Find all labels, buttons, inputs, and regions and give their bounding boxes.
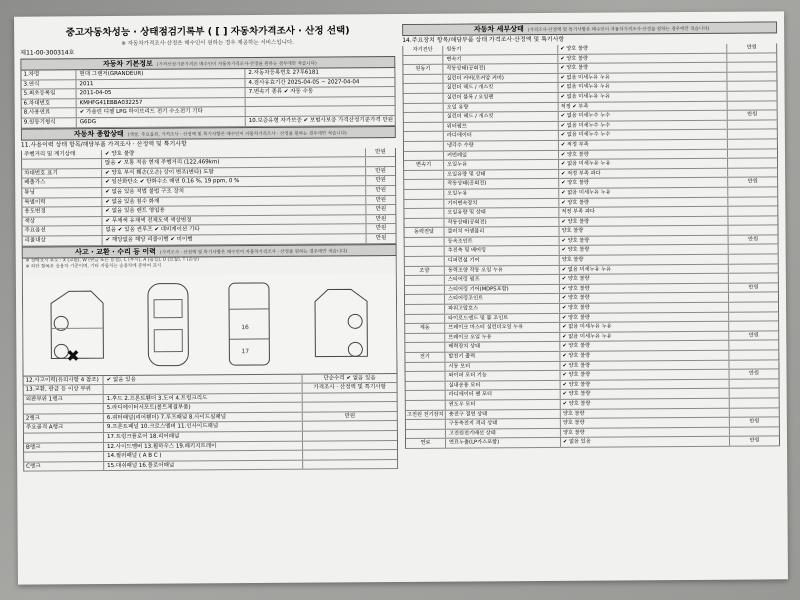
detail-row-item: 고전원전기배선 상태 <box>446 429 561 438</box>
section-basic-info: 자동차 기본정보 (가격산정기준가격은 매수인이 자동차가격조사·산정을 원하는 경우에만 적습니다) <box>20 56 395 71</box>
detail-row-group <box>403 74 443 83</box>
detail-row-price <box>729 427 779 436</box>
summary-row-price: 만원 <box>365 176 395 185</box>
detail-row-group: 원동기 <box>403 65 443 74</box>
detail-row-item: 오일누유 <box>444 160 559 169</box>
car-frame-diagram <box>219 279 280 369</box>
detail-row-item: 커먼레일 <box>444 150 559 159</box>
left-page <box>20 24 399 577</box>
detail-row-price: 만원 <box>728 283 778 292</box>
detail-row-group <box>404 218 444 227</box>
detail-row-price <box>728 245 778 254</box>
detail-row-item: 스티어링조인트 <box>445 294 560 303</box>
accident-row-extra <box>302 441 397 450</box>
basic-row-label: 9.원동기형식 <box>22 118 77 127</box>
detail-row-group <box>406 401 446 410</box>
detail-row-price <box>728 264 778 273</box>
basic-row-extra <box>245 106 395 116</box>
detail-row-state: 적정 부족 과다 <box>561 208 595 215</box>
detail-row-item: 실린더 헤드 / 개스킷 <box>444 112 559 121</box>
detail-row-state: ✔ 양호 불량 <box>562 400 591 407</box>
detail-row-state: 적정 ✔ 부족 <box>560 103 589 110</box>
detail-row-group <box>405 238 445 247</box>
detail-row-item: 워터펌프 <box>444 122 559 131</box>
detail-row-state: ✔ 없음 미세누유 누유 <box>561 266 612 273</box>
summary-row-label: 색상 <box>22 217 102 226</box>
detail-row-group <box>404 151 444 160</box>
accident-row-extra <box>302 393 397 402</box>
detail-row-state: ✔ 양호 불량 <box>561 285 590 292</box>
detail-row-price <box>729 408 779 417</box>
accident-row-value: 5.라디에이터서포트(볼트체결부품) <box>106 404 191 412</box>
accident-row-value: 9.프론트패널 10.크로스멤버 11.인사이드패널 <box>106 423 219 431</box>
detail-row-price <box>728 312 778 321</box>
detail-row-group <box>404 180 444 189</box>
basic-row-value: ✔ 가솔린 디젤 LPG 하이브리드 전기 수소전기 기타 <box>79 108 203 116</box>
detail-row-item: 실린더 헤드 / 개스킷 <box>444 83 559 92</box>
car-front-side-diagram <box>41 282 117 368</box>
accident-row-label: B랭크 <box>24 443 104 452</box>
summary-row-label: 주행거리 및 계기상태 <box>22 150 102 159</box>
detail-row-item: 동력조향 작동 오일 누유 <box>445 266 560 275</box>
detail-row-group <box>405 276 445 285</box>
detail-row-price <box>729 379 779 388</box>
detail-row-group <box>406 372 446 381</box>
detail-row-state: ✔ 양호 불량 <box>562 391 591 398</box>
basic-row-value: 현대 그랜저(GRANDEUR) <box>79 70 144 78</box>
detail-row <box>405 437 780 449</box>
detail-row-item: 디퍼런셜 기어 <box>445 256 560 265</box>
detail-row-price <box>726 63 776 72</box>
detail-row-group <box>403 55 443 64</box>
detail-row-group <box>405 334 445 343</box>
summary-table <box>21 148 397 247</box>
accident-row-value: 14.필러패널 ( A B C ) <box>107 452 162 460</box>
summary-header: 11.사용이력 상태 항목/해당부품 가격조사 · 산정액 및 특기사항 <box>20 140 187 149</box>
accident-row-label: 13.교환, 판금 등 이상 부위 <box>24 385 104 394</box>
summary-row-value: ✔ 없음 있음 침수 화재 <box>105 198 160 205</box>
detail-row-price <box>728 226 778 235</box>
detail-row-item: 작동상태(공회전) <box>443 64 558 73</box>
detail-row-state: ✔ 양호 불량 <box>561 247 590 254</box>
summary-row-value: 없음 ✔ 있음 썬루프 ✔ 네비게이션 기타 <box>105 226 200 234</box>
detail-row-group <box>405 247 445 256</box>
summary-row-price: 만원 <box>366 234 396 243</box>
detail-row-price <box>727 197 777 206</box>
detail-row-group <box>404 199 444 208</box>
detail-row-state: ✔ 양호 불량 <box>562 371 591 379</box>
detail-row-state: 양호 불량 <box>561 228 584 235</box>
detail-row-item: 추진축 및 베어링 <box>445 246 560 255</box>
detail-row-state: ✔ 양호 불량 <box>560 55 589 62</box>
detail-row-item: 오일유량 및 상태 <box>444 208 559 217</box>
basic-row-extra: 10.보증유형 자가보증 ✔ 보험사보증 가격산정기준가격 만원 <box>245 116 395 126</box>
accident-row-value: 1.후드 2.프론트휀더 3.도어 4.트렁크리드 <box>106 395 208 402</box>
svg-text:16: 16 <box>241 324 249 332</box>
summary-row-value: ✔ 없음 있음 렌트 영업용 <box>105 207 165 215</box>
basic-row-label: 3.연식 <box>21 80 76 89</box>
accident-row-extra <box>302 422 397 431</box>
detail-row-group: 자기진단 <box>403 46 443 55</box>
detail-row-price <box>726 72 776 81</box>
detail-row-price <box>727 101 777 110</box>
detail-row-group <box>404 132 444 141</box>
summary-row-label: 특별이력 <box>22 198 102 207</box>
detail-row-state: ✔ 양호 불량 <box>562 314 590 321</box>
detail-row-item: 라디에이터 팬 모터 <box>446 390 561 399</box>
car-front-top-diagram <box>140 279 196 369</box>
form-title: 중고자동차성능 · 상태점검기록부 ( [ ] 자동차가격조사 · 산정 선택) <box>65 25 350 39</box>
detail-row-state: ✔ 양호 불량 <box>560 64 589 72</box>
accident-row-label: C랭크 <box>24 462 104 471</box>
detail-row-state: ✔ 없음 미세누유 누유 <box>562 333 612 340</box>
detail-row-price <box>729 398 779 407</box>
detail-row-state: ✔ 없음 미세누수 누수 <box>560 122 611 129</box>
summary-row-price: 만원 <box>365 148 395 157</box>
detail-row-group: 전기 <box>405 353 445 362</box>
detail-row-price <box>728 254 778 263</box>
detail-row-state: 양호 불량 <box>561 256 584 263</box>
detail-row-price: 만원 <box>729 370 779 379</box>
detail-row-group <box>406 381 446 390</box>
detail-row-state: ✔ 없음 미세누유 누유 <box>561 189 611 196</box>
detail-row-price <box>728 274 778 283</box>
summary-row-value: ✔ 양호 불량 <box>104 150 135 157</box>
car-diagram <box>22 274 398 377</box>
detail-row-price: 만원 <box>727 178 777 187</box>
accident-legend: ※ 상태표시 부호 : X (교환), W (판금 또는 용접), C (부식), A (흠집), U (요철), T (손상) ※ 하단 항목은 승용차 기준이며, 기타 자동차는 승용차에 준하여 표시 <box>22 256 397 277</box>
summary-row-price: 만원 <box>365 196 395 205</box>
detail-row-item: 오일유량 및 상태 <box>444 170 559 179</box>
summary-row-value: ✔ 무채색 유채색 전체도색 색상변경 <box>105 217 192 224</box>
section-detail: 자동차 세부상태 (가격조사·산정액 및 특기사항은 매수인이 자동차가격조사·산정을 원하는 경우에만 적습니다) <box>402 21 777 36</box>
accident-row <box>23 460 398 472</box>
detail-row-price <box>729 389 779 398</box>
accident-row-extra <box>302 460 397 469</box>
summary-row-price: 만원 <box>365 205 395 214</box>
basic-row-label: 5.최초등록일 <box>22 89 77 98</box>
detail-row-group <box>406 420 446 429</box>
detail-header: 14.주요장치 항목/해당부품 상태 가격조사·산정액 및 특기사항 <box>402 35 565 44</box>
accident-row-label: 12.사고이력(유의사항 4 참조) <box>24 376 104 385</box>
form-notice: ※ 자동차가격조사·산정은 매수인이 원하는 경우 제공하는 서비스입니다. <box>121 39 295 47</box>
detail-row-price <box>727 206 777 215</box>
detail-row-price: 만원 <box>729 437 779 446</box>
detail-row-item: 오일 유량 <box>444 102 559 111</box>
detail-row-price <box>727 168 777 177</box>
detail-row-state: ✔ 없음 미세누유 누유 <box>562 323 612 331</box>
basic-row-value: 2011 <box>79 80 94 87</box>
detail-row-group <box>405 286 445 295</box>
accident-row-label <box>24 433 104 442</box>
detail-row-item: 변속기 <box>443 54 558 63</box>
detail-row-state: ✔ 양호 불량 <box>562 381 591 388</box>
detail-row-group <box>404 142 444 151</box>
detail-row-item: 원동기 <box>443 45 558 54</box>
detail-row-state: ✔ 양호 불량 <box>561 199 590 206</box>
detail-row-state: ✔ 없음 미세누수 누수 <box>560 131 611 139</box>
accident-row-extra: 가격조사 · 산정액 및 특기사항 <box>302 383 397 392</box>
summary-row-price: 만원 <box>365 215 395 224</box>
detail-row-group <box>404 103 444 112</box>
detail-row-group: 변속기 <box>404 161 444 170</box>
accident-row-label <box>24 404 104 413</box>
summary-row-value: ✔ 없음 있음 적법 불법 구조 장치 <box>105 188 185 195</box>
detail-row-price: 만원 <box>729 418 779 427</box>
detail-row-price <box>727 216 777 225</box>
detail-row-state: ✔ 양호 불량 <box>560 151 589 158</box>
detail-row-item: 시동 모터 <box>445 361 560 370</box>
detail-row-item: 기어변속장치 <box>444 198 559 207</box>
detail-row-group <box>404 209 444 218</box>
detail-row-state: ✔ 양호 불량 <box>561 179 589 187</box>
detail-row-state: ✔ 없음 미세누수 누수 <box>560 112 611 120</box>
detail-row-price <box>726 53 776 62</box>
detail-row-state: ✔ 적정 부족 <box>560 141 589 148</box>
detail-row-group <box>406 429 446 438</box>
detail-row-price <box>728 293 778 302</box>
detail-row-group: 고전원 전기장치 <box>406 410 446 419</box>
detail-row-item: 타이로드엔드 및 볼 조인트 <box>445 314 560 323</box>
detail-row-item: 파워고압호스 <box>445 304 560 313</box>
detail-row-item: 와이퍼 모터 기능 <box>446 371 561 380</box>
basic-row-label: 6.차대번호 <box>22 99 77 108</box>
detail-row-item: 라디에이터 <box>444 131 559 140</box>
damage-marker: ✖ <box>66 345 80 365</box>
detail-row-group: 연료 <box>406 439 446 448</box>
detail-row-price <box>728 341 778 350</box>
detail-row-state: 양호 불량 <box>562 429 585 436</box>
doc-number: 제11-00-300314호 <box>20 49 75 57</box>
detail-row-state: ✔ 양호 불량 <box>561 237 590 244</box>
detail-row-item: 스티어링 기어(MDPS포함) <box>445 285 560 294</box>
detail-row-item: 윈도우 모터 <box>446 400 561 409</box>
basic-row-value: G6DG <box>79 119 97 126</box>
detail-row-group <box>405 257 445 266</box>
detail-row-group <box>405 305 445 314</box>
detail-row-state: ✔ 없음 미세누유 누유 <box>560 74 610 81</box>
basic-info-table <box>20 68 395 128</box>
detail-row-price: 만원 <box>728 331 778 340</box>
detail-row-group <box>406 391 446 400</box>
detail-row-state: ✔ 적정 부족 과다 <box>561 170 601 177</box>
detail-row-state: ✔ 양호 불량 <box>561 295 590 302</box>
summary-row-value: ✔ 일산화탄소 ✔ 탄화수소 매연 0.16 %, 19 ppm, 0 % <box>105 178 240 186</box>
detail-row-state: ✔ 양호 불량 <box>562 304 590 311</box>
right-page <box>402 21 781 574</box>
detail-row-item: 실린더 블록 / 오일팬 <box>444 93 559 102</box>
detail-row-state: 양호 불량 <box>562 419 585 427</box>
inspection-sheet <box>14 11 788 584</box>
summary-row-price: 만원 <box>365 167 395 176</box>
detail-row-state: ✔ 없음 미세누유 누유 <box>561 160 611 168</box>
summary-row-value: 많음 ✔ 보통 적음 현재 주행거리 (122,469km) <box>105 159 220 167</box>
detail-row-price <box>728 322 778 331</box>
detail-row-group: 조향 <box>405 266 445 275</box>
detail-row-item: 브레이크 마스터 실린더오일 누유 <box>445 323 560 332</box>
accident-row-value: 15.대쉬패널 16.플로어패널 <box>107 462 175 469</box>
car-rear-side-diagram <box>303 281 379 367</box>
detail-row-group <box>405 314 445 323</box>
accident-row-extra <box>302 450 397 459</box>
detail-row-price: 만원 <box>728 235 778 244</box>
detail-row-item: 등속조인트 <box>445 237 560 246</box>
detail-row-price <box>727 120 777 129</box>
detail-row-group <box>404 170 444 179</box>
detail-row-state: 양호 불량 <box>562 410 585 417</box>
detail-row-price: 만원 <box>726 43 776 52</box>
summary-row-label: 튜닝 <box>22 188 102 197</box>
detail-row-price <box>727 82 777 91</box>
detail-row-group <box>405 343 445 352</box>
detail-row-state: ✔ 없음 미세누유 누유 <box>560 93 611 100</box>
detail-row-price <box>728 350 778 359</box>
accident-row-value: 6.쿼터패널(리어휀더) 7.루프패널 8.사이드실패널 <box>106 414 227 421</box>
detail-row-item: 연료누출(LP가스포함) <box>446 438 561 447</box>
accident-row-extra <box>302 431 397 440</box>
detail-row-price <box>727 149 777 158</box>
detail-row-item: 냉각수 수량 <box>444 141 559 150</box>
detail-table <box>402 43 780 449</box>
detail-row-state: ✔ 양호 불량 <box>562 343 591 350</box>
summary-row-label: 차대번호 표기 <box>22 169 102 178</box>
accident-row-value: ✔ 없음 있음 <box>106 376 136 383</box>
summary-row-price <box>365 157 395 166</box>
summary-row-label: 용도변경 <box>22 207 102 216</box>
accident-row-extra <box>302 402 397 411</box>
detail-row-group <box>404 113 444 122</box>
detail-row-state: ✔ 양호 불량 <box>561 218 590 225</box>
detail-row-group <box>404 94 444 103</box>
accident-row-label: 2랭크 <box>24 414 104 423</box>
accident-row-label <box>24 452 104 461</box>
detail-row-price <box>727 91 777 100</box>
detail-row-state: ✔ 양호 불량 <box>562 362 591 369</box>
detail-row-item: 작동상태(공회전) <box>444 218 559 227</box>
detail-row-item: 실린더 커버(로커암 커버) <box>443 74 558 83</box>
detail-row-item: 충전구 절연 상태 <box>446 409 561 418</box>
detail-row-price <box>727 158 777 167</box>
detail-row-item: 구동축전지 격리 상태 <box>446 419 561 428</box>
accident-table <box>23 374 399 473</box>
detail-row-price <box>728 360 778 369</box>
summary-row-price: 만원 <box>365 186 395 195</box>
detail-row-item: 작동상태(공회전) <box>444 179 559 188</box>
detail-row-group <box>404 190 444 199</box>
basic-row-value: 2011-04-05 <box>79 90 112 97</box>
section-accident: 사고 · 교환 · 수리 등 이력 (가격조사 · 산정액 및 특기사항은 매수인이 자동차가격조사 · 산정을 원하는 경우에만 적습니다) <box>22 244 397 259</box>
basic-row-extra: 7.변속기 종류 ✔ 자동 수동 <box>245 87 395 97</box>
summary-row-label <box>22 159 102 168</box>
detail-row-item: 배력장치 상태 <box>445 342 560 351</box>
detail-row-state: ✔ 없음 미세누유 누유 <box>560 83 610 91</box>
detail-row-state: ✔ 없음 있음 <box>562 439 591 446</box>
accident-row-extra: 단순수리 ✔ 없음 있음 <box>302 374 397 383</box>
summary-row-label: 리콜대상 <box>23 236 103 245</box>
detail-row-item: 오일누유 <box>444 189 559 198</box>
summary-row-price: 만원 <box>365 224 395 233</box>
detail-row-state: ✔ 양호 불량 <box>560 45 588 52</box>
detail-row-state: ✔ 양호 불량 <box>561 275 590 283</box>
detail-row-item: 발전기 출력 <box>445 352 560 361</box>
basic-row-extra: 2.자동차등록번호 27루6181 <box>244 68 394 78</box>
detail-row-item: 클러치 어셈블리 <box>445 227 560 236</box>
accident-row-value: 12.사이드멤버 13.휠하우스 19.패키지트레이 <box>107 442 217 450</box>
accident-row-value: 17.트렁크플로어 18.리어패널 <box>106 433 180 441</box>
accident-row-label: 외판부위 1랭크 <box>24 395 104 404</box>
detail-row-price <box>728 302 778 311</box>
detail-row-state: ✔ 양호 불량 <box>562 352 591 359</box>
detail-row-price: 만원 <box>727 111 777 120</box>
detail-row-group: 동력전달 <box>405 228 445 237</box>
basic-row-label: 8.사용연료 <box>22 109 77 118</box>
detail-row-group <box>404 84 444 93</box>
detail-row-price <box>727 187 777 196</box>
svg-text:17: 17 <box>241 348 250 356</box>
detail-row-item: 브레이크 오일 누유 <box>445 333 560 342</box>
accident-row-label: 주요골격 A랭크 <box>24 424 104 433</box>
summary-row-value: ✔ 양호 부식 훼손(오손) 상이 변조(변타) 도말 <box>105 169 214 176</box>
summary-row-label: 주요옵션 <box>22 226 102 235</box>
accident-row-value <box>104 384 302 394</box>
detail-row-price <box>727 130 777 139</box>
detail-row-group <box>404 122 444 131</box>
detail-row-price <box>727 139 777 148</box>
basic-row-value: KMHFG41EBBA032257 <box>79 99 143 107</box>
summary-row-value: ✔ 해당없음 해당 리콜이행 ✔ 미이행 <box>105 236 193 243</box>
detail-row-group <box>405 362 445 371</box>
detail-row-item: 스티어링 펌프 <box>445 275 560 284</box>
detail-row-group: 제동 <box>405 324 445 333</box>
basic-row-label: 1.차명 <box>21 70 76 79</box>
basic-row-extra <box>245 97 395 107</box>
section-summary: 자동차 종합상태 (색상, 주요옵션, 가격조사 · 산정액 및 특기사항은 매수인이 자동차가격조사 · 산정을 원하는 경우에만 적습니다) <box>21 126 396 141</box>
detail-row-group <box>405 295 445 304</box>
basic-row-extra: 4.검사유효기간 2025-04-05 ~ 2027-04-04 <box>244 78 394 88</box>
summary-row-label: 배출가스 <box>22 178 102 187</box>
accident-row-extra: 만원 <box>302 412 397 421</box>
detail-row-item: 실내송풍 모터 <box>446 381 561 390</box>
